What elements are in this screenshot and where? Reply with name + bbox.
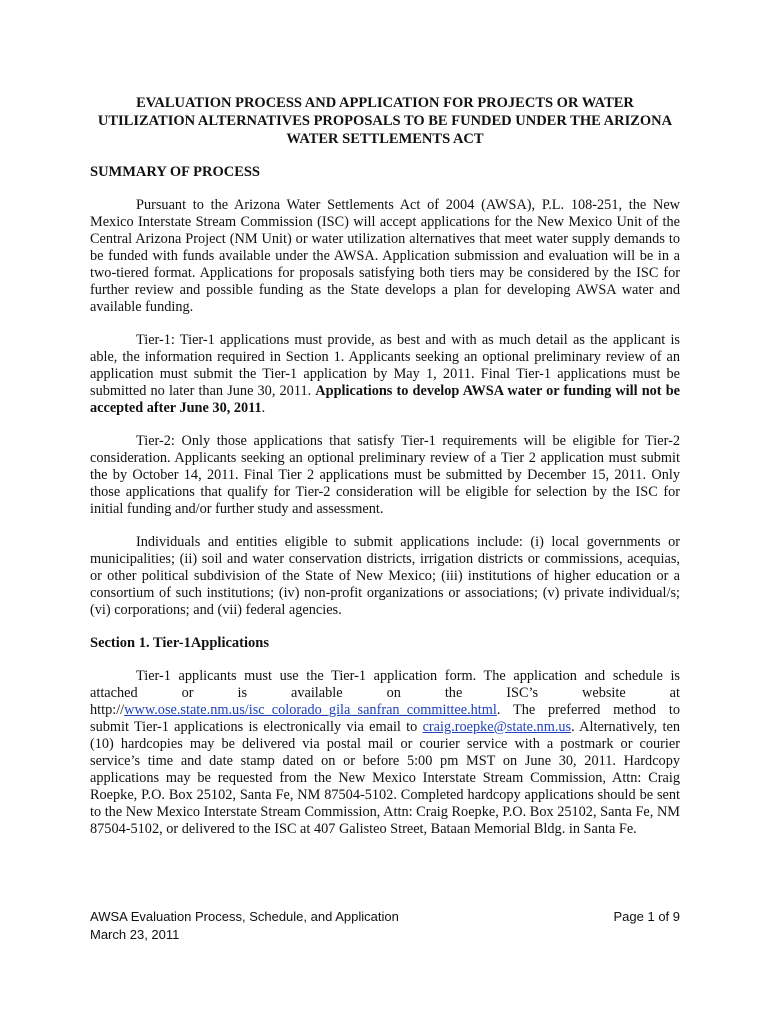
tier1-text: Tier-1: Tier-1 applications must provide, as best and with as much detail as the applicant is able, the information required in Section 1. Applicants seeking an optional preliminary review of an application must submit the Tier-1 application by May 1, 2011. Final Tier-1 applications must be submitted no later than June 30, 2011. (90, 332, 680, 399)
website-link[interactable]: www.ose.state.nm.us/isc_colorado_gila_sanfran_committee.html (124, 702, 497, 718)
document-title (90, 94, 680, 148)
title-line-2: UTILIZATION ALTERNATIVES PROPOSALS TO BE FUNDED UNDER THE ARIZONA (97, 113, 673, 129)
tier2-paragraph: Tier-2: Only those applications that satisfy Tier-1 requirements will be eligible for Tier-2 consideration. Applicants seeking an optional preliminary review of a Tier 2 application must submit the by October 14, 2011. Final Tier 2 applications must be submitted by December 15, 2011. Only those applications that qualify for Tier-2 consideration will be eligible for selection by the ISC for initial funding and/or further study and assessment. (90, 433, 680, 517)
section1-text-b: . The preferred method to submit Tier-1 applications is electronically via email to (90, 702, 680, 735)
section1-paragraph (90, 668, 680, 838)
tier1-deadline-bold: Applications to develop AWSA water or funding will not be accepted after June 30, 2011 (90, 383, 680, 416)
email-link[interactable]: craig.roepke@state.nm.us (422, 719, 572, 735)
title-line-1: EVALUATION PROCESS AND APPLICATION FOR PROJECTS OR WATER (136, 95, 634, 111)
title-line-3: WATER SETTLEMENTS ACT (286, 131, 484, 147)
summary-paragraph: Pursuant to the Arizona Water Settlements Act of 2004 (AWSA), P.L. 108-251, the New Mexico Interstate Stream Commission (ISC) will accept applications for the New Mexico Unit of the Central Arizona Project (NM Unit) or water utilization alternatives that meet water supply demands to be funded with funds available under the AWSA. Application submission and evaluation will be in a two-tiered format. Applications for proposals satisfying both tiers may be considered by the ISC for further review and possible funding as the State develops a plan for developing AWSA water and available funding. (90, 197, 680, 315)
document-body (90, 94, 680, 854)
section1-text-c: . Alternatively, ten (10) hardcopies may be delivered via postal mail or courier service with a postmark or courier service’s time and date stamp dated on or before 5:00 pm MST on June 30, 2011. Hardcopy applications may be requested from the New Mexico Interstate Stream Commission, Attn: Craig Roepke, P.O. Box 25102, Santa Fe, NM 87504-5102. Completed hardcopy applications should be sent to the New Mexico Interstate Stream Commission, Attn: Craig Roepke, P.O. Box 25102, Santa Fe, NM 87504-5102, or delivered to the ISC at 407 Galisteo Street, Bataan Memorial Bldg. in Santa Fe. (90, 719, 681, 837)
tier1-end: . (261, 400, 266, 416)
section1-text-a: Tier-1 applicants must use the Tier-1 application form. The application and schedule is attached or is available on the ISC’s website at http:// (90, 668, 680, 718)
page-footer (90, 908, 680, 944)
tier1-paragraph (90, 332, 680, 417)
footer-page-number: Page 1 of 9 (613, 909, 680, 924)
summary-heading: SUMMARY OF PROCESS (90, 164, 260, 180)
eligibility-paragraph: Individuals and entities eligible to submit applications include: (i) local governments or municipalities; (ii) soil and water conservation districts, irrigation districts or commissions, acequias, or other political subdivision of the State of New Mexico; (iii) institutions of higher education or a consortium of such institutions; (iv) non-profit organizations or associations; (v) private individual/s; (vi) corporations; and (vii) federal agencies. (90, 534, 680, 618)
section1-heading: Section 1. Tier-1Applications (90, 635, 269, 651)
footer-date: March 23, 2011 (90, 927, 180, 942)
footer-document-name: AWSA Evaluation Process, Schedule, and Application (90, 909, 399, 924)
